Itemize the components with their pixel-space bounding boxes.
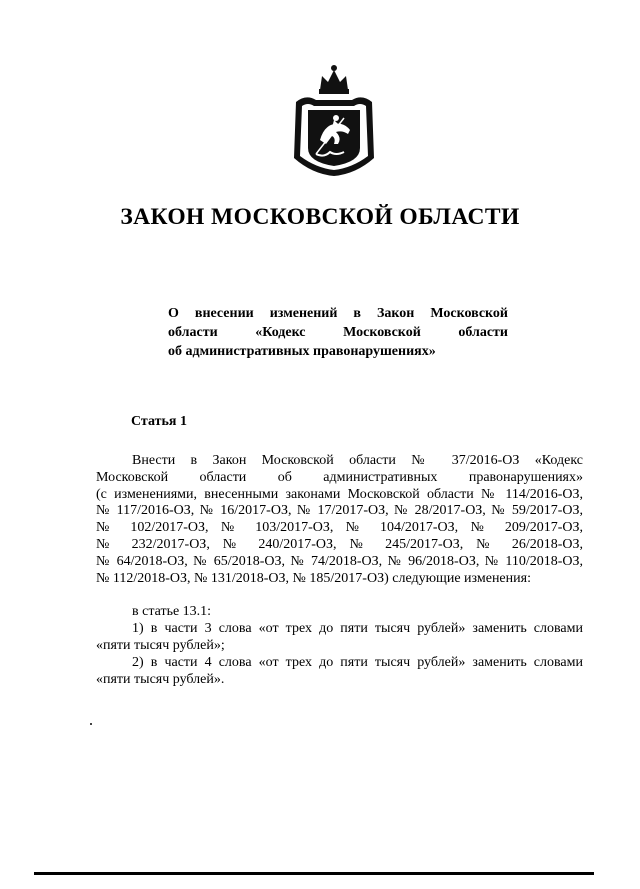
body-line: № 232/2017-ОЗ, № 240/2017-ОЗ, № 245/2017-ОЗ, № 26/2018-ОЗ, [96, 536, 583, 552]
article-heading: Статья 1 [131, 414, 187, 429]
article-body [96, 453, 583, 587]
amendment-intro: в статье 13.1: [132, 604, 212, 619]
body-line: № 64/2018-ОЗ, № 65/2018-ОЗ, № 74/2018-ОЗ, № 96/2018-ОЗ, № 110/2018-ОЗ, [96, 553, 583, 569]
body-line: (с изменениями, внесенными законами Московской области № 114/2016-ОЗ, [96, 486, 583, 502]
law-subject [168, 304, 508, 361]
body-line: № 117/2016-ОЗ, № 16/2017-ОЗ, № 17/2017-ОЗ, № 28/2017-ОЗ, № 59/2017-ОЗ, [96, 503, 583, 519]
amendment-item-1-line: «пяти тысяч рублей»; [96, 638, 225, 653]
subject-line: об административных правонарушениях» [168, 344, 436, 359]
subject-line: О внесении изменений в Закон Московской [168, 306, 508, 321]
amendment-item-2-line: «пяти тысяч рублей». [96, 672, 225, 687]
amendment-item-1-line: 1) в части 3 слова «от трех до пяти тысяч рублей» заменить словами [132, 621, 583, 636]
body-line: № 112/2018-ОЗ, № 131/2018-ОЗ, № 185/2017-ОЗ) следующие изменения: [96, 570, 531, 586]
amendment-item-2-line: 2) в части 4 слова «от трех до пяти тысяч рублей» заменить словами [132, 655, 583, 670]
body-line: Внести в Закон Московской области № 37/2016-ОЗ «Кодекс [132, 453, 583, 468]
coat-of-arms-emblem [286, 62, 382, 178]
body-line: Московской области об административных правонарушениях» [96, 469, 583, 485]
body-line: № 102/2017-ОЗ, № 103/2017-ОЗ, № 104/2017-ОЗ, № 209/2017-ОЗ, [96, 520, 583, 536]
scan-speck [90, 723, 92, 725]
bottom-rule [34, 872, 594, 875]
document-title: ЗАКОН МОСКОВСКОЙ ОБЛАСТИ [120, 204, 520, 230]
amendments-list [96, 603, 583, 688]
subject-line: области «Кодекс Московской области [168, 325, 508, 340]
